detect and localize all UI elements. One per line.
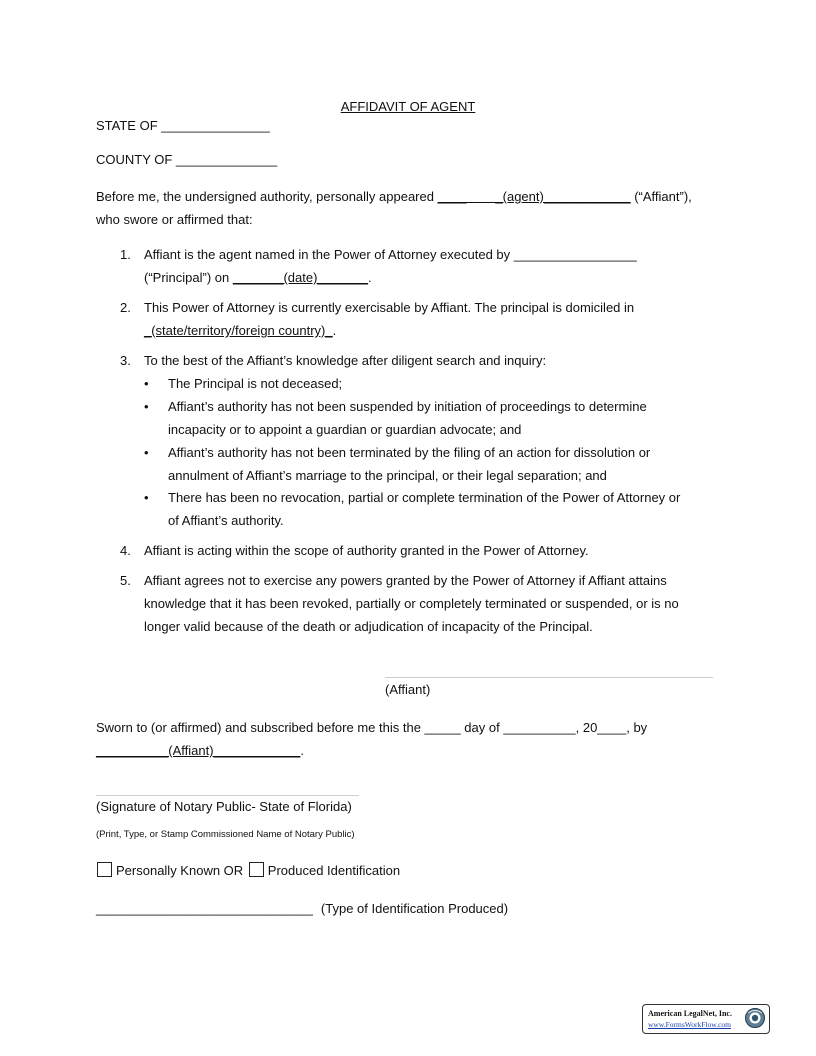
- logo-company: American LegalNet, Inc.: [648, 1009, 732, 1018]
- bullet-icon: •: [144, 445, 149, 460]
- document-title: AFFIDAVIT OF AGENT: [340, 99, 476, 114]
- bullet-text-line2: incapacity or to appoint a guardian or guardian advocate; and: [168, 422, 522, 437]
- item-number: 4.: [120, 543, 131, 558]
- globe-icon: [744, 1007, 766, 1029]
- bullet-text-line1: The Principal is not deceased;: [168, 376, 343, 391]
- produced-identification-label: Produced Identification: [267, 863, 401, 878]
- bullet-icon: •: [144, 490, 149, 505]
- notary-name-label: (Print, Type, or Stamp Commissioned Name of Notary Public): [96, 829, 355, 840]
- item-text-line2: [144, 319, 336, 342]
- produced-identification-checkbox[interactable]: [249, 862, 264, 877]
- sworn-line2: [96, 743, 304, 758]
- sworn-line2-after: .: [300, 743, 304, 758]
- item-text-line1: Affiant is the agent named in the Power of Attorney executed by _________________: [144, 247, 637, 262]
- affiant-label: (Affiant): [385, 682, 431, 697]
- item-line2-after: .: [332, 323, 337, 338]
- item-number: 5.: [120, 573, 131, 588]
- state-line: STATE OF _______________: [96, 118, 270, 133]
- item-text-line3: longer valid because of the death or adjudication of incapacity of the Principal.: [144, 619, 593, 634]
- intro-before: Before me, the undersigned authority, personally appeared: [96, 189, 438, 204]
- intro-paragraph-line1: [96, 189, 692, 204]
- bullet-text-line1: There has been no revocation, partial or complete termination of the Power of Attorney or: [168, 490, 681, 505]
- sworn-line1: Sworn to (or affirmed) and subscribed before me this the _____ day of __________, 20____, by: [96, 720, 648, 735]
- bullet-icon: •: [144, 399, 149, 414]
- identification-row: [97, 862, 400, 878]
- personally-known-checkbox[interactable]: [97, 862, 112, 877]
- item-line2-before: (“Principal”) on: [144, 270, 233, 285]
- bullet-text-line2: of Affiant’s authority.: [168, 513, 284, 528]
- date-blank: _______(date)_______: [232, 270, 369, 285]
- item-text-line1: Affiant agrees not to exercise any powers granted by the Power of Attorney if Affiant attains: [144, 573, 667, 588]
- personally-known-label: Personally Known OR: [116, 863, 244, 878]
- id-type-label: (Type of Identification Produced): [320, 901, 509, 916]
- agent-blank: ____ _(agent)____________: [437, 189, 631, 204]
- intro-after: (“Affiant”),: [630, 189, 692, 204]
- logo-url[interactable]: www.FormsWorkFlow.com: [648, 1020, 732, 1029]
- affiant-name-blank: __________(Affiant)____________: [96, 743, 301, 758]
- item-number: 3.: [120, 353, 131, 368]
- item-text-line2: knowledge that it has been revoked, partially or completely terminated or suspended, or is no: [144, 596, 679, 611]
- item-text-line2: [144, 266, 372, 289]
- intro-paragraph-line2: who swore or affirmed that:: [96, 212, 253, 227]
- item-text-line1: To the best of the Affiant’s knowledge after diligent search and inquiry:: [144, 353, 547, 368]
- footer-logo[interactable]: [642, 1004, 770, 1034]
- affiant-signature-line[interactable]: [385, 677, 713, 678]
- item-number: 2.: [120, 300, 131, 315]
- state-territory-blank: _(state/territory/foreign country)_: [144, 323, 333, 338]
- bullet-text-line1: Affiant’s authority has not been terminated by the filing of an action for dissolution or: [168, 445, 651, 460]
- id-type-row: [96, 901, 508, 916]
- notary-signature-line[interactable]: [96, 795, 359, 796]
- id-type-blank[interactable]: ______________________________: [96, 901, 313, 916]
- item-line2-after: .: [368, 270, 372, 285]
- notary-signature-label: (Signature of Notary Public- State of Florida): [96, 799, 352, 814]
- bullet-icon: •: [144, 376, 149, 391]
- item-text-line1: This Power of Attorney is currently exercisable by Affiant. The principal is domiciled in: [144, 300, 635, 315]
- item-text-line1: Affiant is acting within the scope of authority granted in the Power of Attorney.: [144, 543, 589, 558]
- bullet-text-line2: annulment of Affiant’s marriage to the principal, or their legal separation; and: [168, 468, 607, 483]
- item-number: 1.: [120, 247, 131, 262]
- bullet-text-line1: Affiant’s authority has not been suspended by initiation of proceedings to determine: [168, 399, 647, 414]
- county-line: COUNTY OF ______________: [96, 152, 278, 167]
